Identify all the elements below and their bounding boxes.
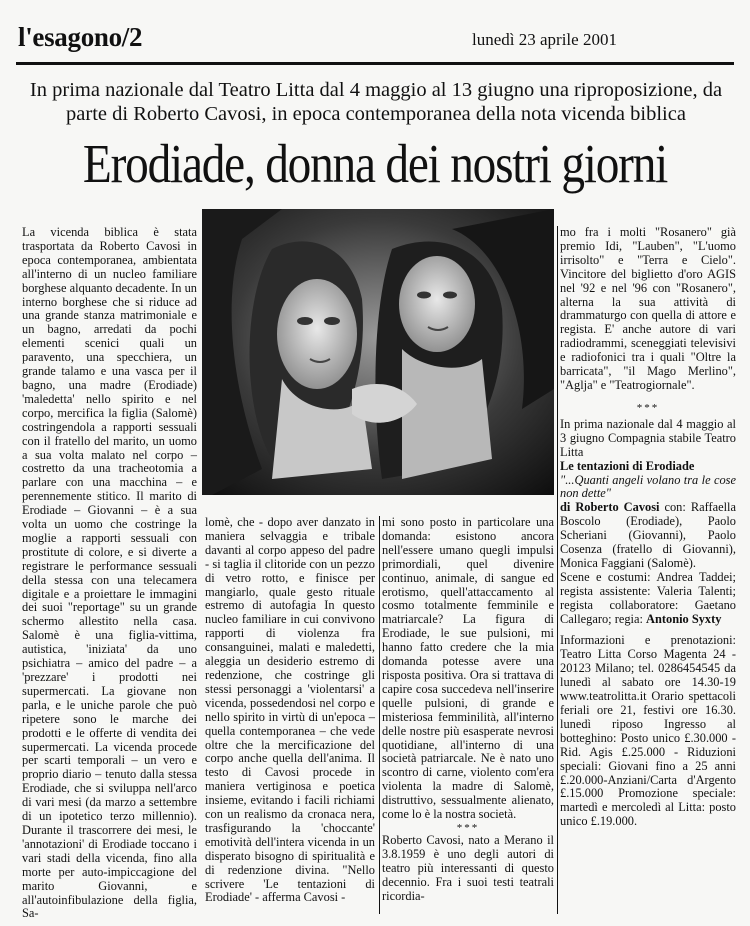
issue-date: lunedì 23 aprile 2001 (472, 30, 617, 49)
body-column-3 (382, 516, 554, 903)
show-quote: "...Quanti angeli volano tra le cose non dette" (560, 472, 736, 501)
stage-photo (202, 209, 554, 495)
show-crew: Scene e costumi: Andrea Taddei; regista assistente: Valeria Talenti; regista collaboratore: Gaetano Callegaro; regia: (560, 569, 736, 626)
header-rule (16, 62, 734, 65)
section-separator: *** (456, 821, 480, 834)
show-intro: In prima nazionale dal 4 maggio al 3 giugno Compagnia stabile Teatro Litta (560, 416, 736, 459)
body-text: La vicenda biblica è stata trasportata da Roberto Cavosi in epoca contemporanea, ambientata all'interno di un nucleo familiare borghese alquanto decadente. In un interno borghese che si riduce ad una grande stanza matrimoniale e un bagno, arredati da pochi elementi scenici quali un paravento, una specchiera, un grande talamo e una vasca per il bagno, una madre (Erodiade) 'maledetta' nello spirito e nel corpo, mercifica la figlia (Salomè) costringendola a rapporti sessuali con il fratello del marito, un uomo a sua volta malato nel corpo – costretto da una tracheotomia a parlare con una macchina – e perennemente stitico. Il marito di Erodiade – Giovanni – è a sua volta un uomo che costringe la moglie a rapporti sessuali con prostitute di colore, e si diverte a registrare le performance sessuali della stessa con una telecamera digitale e a proiettare le immagini dei suoi "reportage" su un grande schermo allestito nella casa. Salomè è una figlia-vittima, autistica, 'iniziata' da uno psichiatra – amico del padre – a 'prezzare' i prodotti nei supermercati. La giovane non parla, e le uniche parole che può ripetere sono le marche dei prodotti e le offerte di vendita dei supermercati. La vicenda procede per scarti temporali – un vero e proprio diario – tenuto dalla stessa Erodiade, che si sviluppa nell'arco di vari mesi (da marzo a settembre di un ipotetico terzo millennio). Durante il trascorrere dei mesi, le 'annotazioni' di Erodiade toccano i vari stadi della vicenda, fino alla morte per auto-impiccagione del marito Giovanni, e all'autoinfibulazione della figlia, Sa- (22, 225, 197, 921)
author-bio: Roberto Cavosi, nato a Merano il 3.8.1959 è uno degli autori di teatro più interessanti di questo decennio. Fra i suoi testi teatrali ricordia- (382, 832, 554, 903)
body-text: mi sono posto in particolare una domanda: esistono ancora nell'essere umano quegli impulsi primordiali, quel divenire continuo, animale, di sangue ed erotismo, quell'attaccamento al cosmo totalmente femminile e matriarcale? La figura di Erodiade, le sue pulsioni, mi hanno fatto credere che la mia domanda potesse avere una risposta positiva. Ora si trattava di capire cosa succedeva nell'inserire quelle pulsioni, di grande e misteriosa femminilità, all'interno delle nostre più esasperate nevrosi quotidiane, all'interno di una società patriarcale. Ne è nato uno scontro di carne, violento com'era violenta la madre di Salomè, distruttivo, sessualmente alienato, come lo è la nostra società. (382, 515, 554, 822)
author-bio: mo fra i molti "Rosanero" già premio Idi, "Lauben", "L'uomo irrisolto" e "Terra e Cielo". Vincitore del biglietto d'oro AGIS nel '92 e nel '96 con "Rosanero", alterna la sua attività di drammaturgo con quella di attore e regista. E' anche autore di vari radiodrammi, sceneggiati televisivi e radiofonici tra i quali "Oltre la barricata", "il Mago Merlino", "Aglja" e "Teatrogiornale". (560, 225, 736, 392)
show-author: di Roberto Cavosi (560, 500, 660, 515)
section-separator: *** (636, 401, 660, 414)
body-column-1 (22, 226, 197, 921)
show-title: Le tentazioni di Erodiade (560, 458, 695, 473)
body-text: lomè, che - dopo aver danzato in maniera selvaggia e tribale davanti al corpo appeso del padre - si taglia il clitoride con un pezzo di vetro rotto, e finisce per mangiarlo, quale gesto rituale estremo di autofagia In questo nucleo familiare in cui convivono rapporti di violenza fra consanguinei, malati e maledetti, aleggia un desiderio estremo di redenzione, che costringe gli stessi personaggi a 'violentarsi' a vicenda, possedendosi nel corpo e nello spirito in virtù di un'epoca – quella contemporanea – che vede oltre che la mercificazione del corpo anche quella dell'anima. Il testo di Cavosi procede in maniera vertiginosa e poetica insieme, evitando i facili richiami con un realismo da cronaca nera, trasfigurando la 'choccante' emotività dell'intera vicenda in un disperato bisogno di spiritualità e di redenzione divina. "Nello scrivere 'Le tentazioni di Erodiade' - afferma Cavosi - (205, 515, 375, 905)
section-name: l'esagono/2 (18, 22, 143, 52)
show-cast: con: Raffaella Boscolo (Erodiade), Paolo Scheriani (Giovanni), Paolo Cosenza (fratello di Giovanni), Monica Faggiani (Salomè). (560, 500, 736, 570)
kicker: In prima nazionale dal Teatro Litta dal 4 maggio al 13 giugno una riproposizione, da parte di Roberto Cavosi, in epoca contemporanea della nota vicenda biblica (29, 79, 723, 125)
headline: Erodiade, donna dei nostri giorni (82, 133, 668, 194)
body-column-2 (205, 516, 375, 905)
show-director: Antonio Syxty (646, 611, 722, 626)
body-column-4 (560, 226, 736, 829)
practical-info: Informazioni e prenotazioni: Teatro Litta Corso Magenta 24 - 20123 Milano; tel. 0286454545 da lunedì al sabato ore 14.30-19 www.teatrolitta.it Orario spettacoli feriali ore 21, festivi ore 16.30. lunedì riposo Ingresso al botteghino: Posto unico £.30.000 - Rid. Agis £.25.000 - Riduzioni speciali: Giovani fino a 25 anni £.20.000-Anziani/Carta d'Argento £.15.000 Promozione speciale: martedì e mercoledì al Litta: posto unico £.19.000. (560, 633, 736, 829)
column-divider (379, 516, 380, 914)
column-divider (557, 226, 558, 914)
